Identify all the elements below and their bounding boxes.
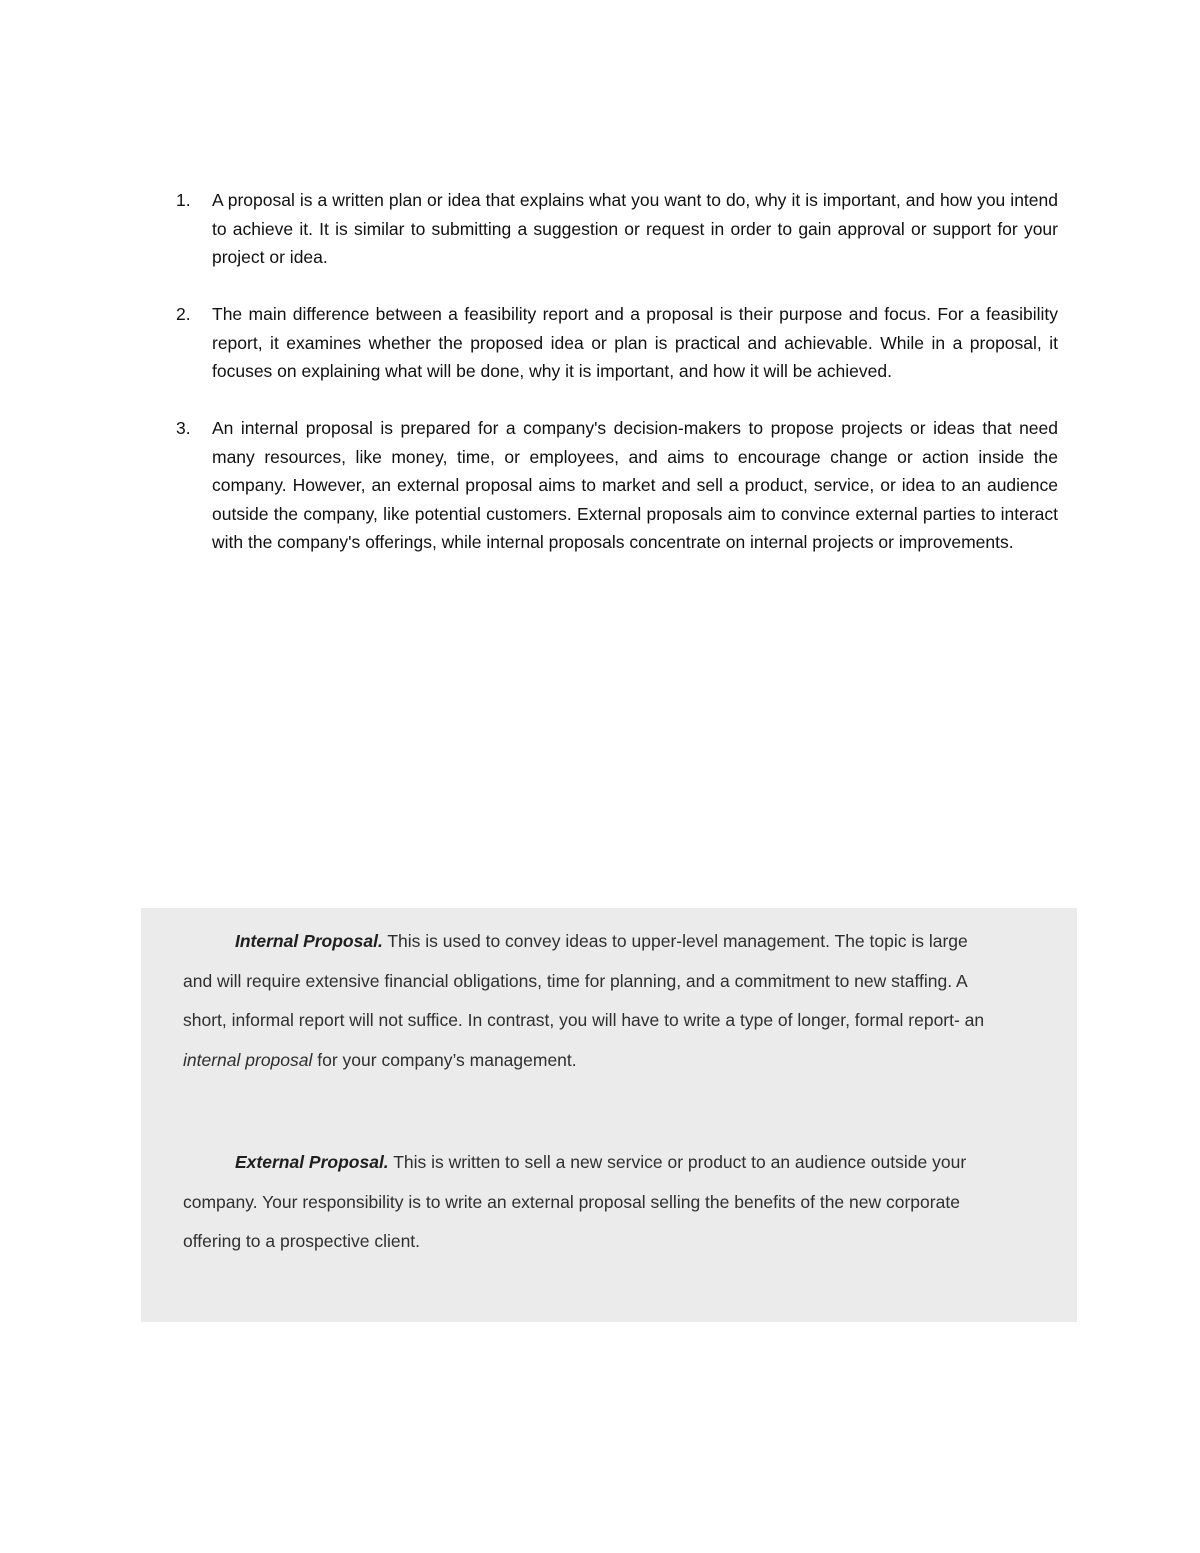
external-proposal-text: This is written to sell a new service or product to an audience outside your company. Your responsibility is to write an external proposal selling the benefits of the new corporate offering to a prospective client. bbox=[183, 1152, 967, 1251]
answer-text: The main difference between a feasibility report and a proposal is their purpose and focus. For a feasibility report, it examines whether the proposed idea or plan is practical and achievable. While in a proposal, it focuses on explaining what will be done, why it is important, and how it will be achieved. bbox=[212, 304, 1058, 381]
internal-proposal-emphasis: internal proposal bbox=[183, 1049, 313, 1070]
internal-proposal-heading: Internal Proposal. bbox=[235, 931, 383, 951]
internal-proposal-paragraph bbox=[183, 922, 995, 1080]
answer-number: 1. bbox=[176, 190, 191, 210]
answer-item-3 bbox=[174, 414, 1058, 557]
external-proposal-paragraph bbox=[183, 1143, 995, 1262]
answer-text: A proposal is a written plan or idea that explains what you want to do, why it is important, and how you intend to achieve it. It is similar to submitting a suggestion or request in order to gain approval or support for your project or idea. bbox=[212, 190, 1058, 267]
answer-item-2 bbox=[174, 300, 1058, 386]
internal-proposal-text: This is used to convey ideas to upper-level management. The topic is large and will require extensive financial obligations, time for planning, and a commitment to new staffing. A short, informal report will not suffice. In contrast, you will have to write a type of longer, formal report- an bbox=[183, 931, 985, 1030]
external-proposal-heading: External Proposal. bbox=[235, 1152, 389, 1172]
answer-list bbox=[174, 186, 1058, 585]
reference-excerpt-image bbox=[141, 908, 1077, 1322]
answer-item-1 bbox=[174, 186, 1058, 272]
answer-text: An internal proposal is prepared for a company's decision-makers to propose projects or ideas that need many resources, like money, time, or employees, and aims to encourage change or action inside the company. However, an external proposal aims to market and sell a product, service, or idea to an audience outside the company, like potential customers. External proposals aim to convince external parties to interact with the company's offerings, while internal proposals concentrate on internal projects or improvements. bbox=[212, 418, 1058, 552]
answer-number: 2. bbox=[176, 304, 191, 324]
answer-number: 3. bbox=[176, 418, 191, 438]
internal-proposal-text-end: for your company’s management. bbox=[312, 1049, 577, 1070]
